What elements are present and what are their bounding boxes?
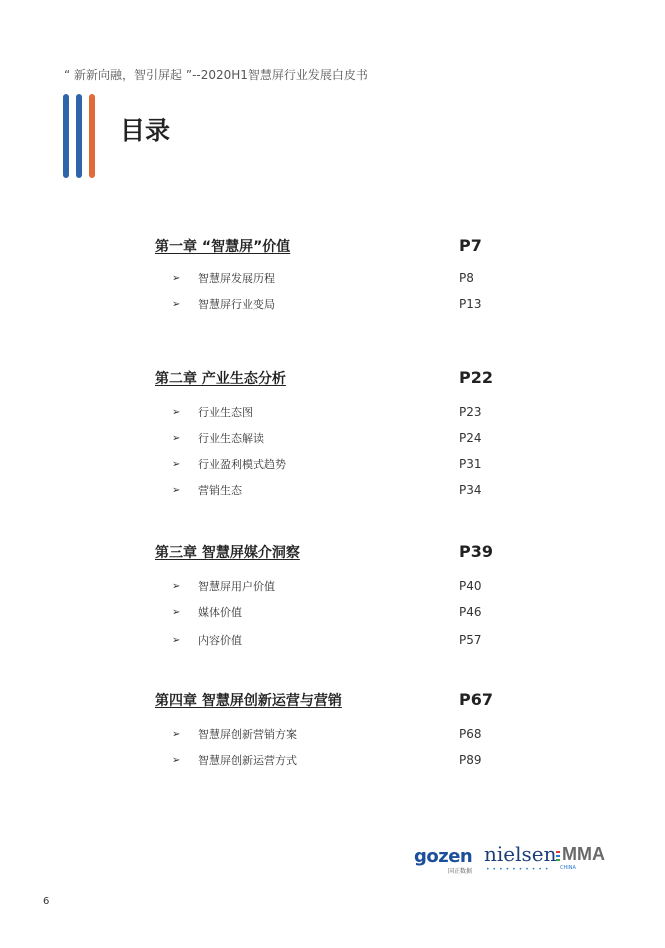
arrow-bullet-icon: ➢ (172, 432, 181, 444)
toc-item[interactable] (155, 630, 495, 650)
toc-item-label: 行业生态图 (198, 406, 253, 419)
toc-item[interactable] (155, 480, 495, 500)
chapter-title[interactable]: 第三章 智慧屏媒介洞察 (155, 545, 300, 561)
chapter-1 (155, 236, 495, 311)
toc-item-page: P89 (459, 753, 482, 767)
chapter-title[interactable]: 第一章 “智慧屏”价值 (155, 239, 291, 255)
gozen-logo: gozen (414, 846, 473, 867)
nielsen-dots-decoration: •••••••••• (486, 866, 552, 873)
arrow-bullet-icon: ➢ (172, 298, 181, 310)
header-text: “ 新新向融，智引屏起 ”--2020H1智慧屏行业发展白皮书 (64, 68, 368, 82)
toc-item-page: P40 (459, 579, 482, 593)
toc-item-label: 智慧屏用户价值 (198, 580, 275, 593)
toc-item-label: 智慧屏发展历程 (198, 272, 275, 285)
mma-bars-icon (556, 851, 560, 863)
arrow-bullet-icon: ➢ (172, 728, 181, 740)
toc-item-page: P34 (459, 483, 482, 497)
arrow-bullet-icon: ➢ (172, 634, 181, 646)
toc-item-page: P23 (459, 405, 482, 419)
toc-item-label: 内容价值 (198, 634, 242, 647)
gozen-logo-subtitle: 国正数据 (448, 868, 473, 875)
page-number: 6 (43, 896, 50, 907)
toc-item-label: 营销生态 (198, 484, 242, 497)
arrow-bullet-icon: ➢ (172, 606, 181, 618)
arrow-bullet-icon: ➢ (172, 580, 181, 592)
toc-item[interactable] (155, 268, 495, 288)
toc-item-label: 行业生态解读 (198, 432, 264, 445)
arrow-bullet-icon: ➢ (172, 458, 181, 470)
decor-bar-2 (76, 94, 82, 178)
toc-item-page: P24 (459, 431, 482, 445)
arrow-bullet-icon: ➢ (172, 484, 181, 496)
chapter-page: P7 (459, 236, 482, 255)
toc-item-page: P57 (459, 633, 482, 647)
decor-bar-3 (89, 94, 95, 178)
toc-item-label: 行业盈利模式趋势 (198, 458, 286, 471)
page-title: 目录 (120, 116, 171, 145)
arrow-bullet-icon: ➢ (172, 754, 181, 766)
toc-item-page: P8 (459, 271, 474, 285)
chapter-2 (155, 368, 495, 497)
toc-item[interactable] (155, 428, 495, 448)
arrow-bullet-icon: ➢ (172, 406, 181, 418)
toc-item[interactable] (155, 294, 495, 314)
toc-item[interactable] (155, 750, 495, 770)
toc-item[interactable] (155, 724, 495, 744)
toc-item[interactable] (155, 454, 495, 474)
toc-item-label: 智慧屏创新运营方式 (198, 754, 297, 767)
toc-item-label: 媒体价值 (198, 606, 242, 619)
toc-item-page: P13 (459, 297, 482, 311)
toc-item-label: 智慧屏创新营销方案 (198, 728, 297, 741)
chapter-title[interactable]: 第四章 智慧屏创新运营与营销 (155, 693, 342, 709)
toc-item[interactable] (155, 402, 495, 422)
toc-item-label: 智慧屏行业变局 (198, 298, 275, 311)
nielsen-logo: nielsen (484, 842, 557, 866)
toc-item[interactable] (155, 576, 495, 596)
toc-item[interactable] (155, 602, 495, 622)
toc-item-page: P68 (459, 727, 482, 741)
chapter-page: P22 (459, 368, 493, 387)
toc-item-page: P46 (459, 605, 482, 619)
chapter-page: P67 (459, 690, 493, 709)
chapter-4 (155, 690, 495, 767)
mma-logo: MMA (562, 844, 605, 864)
arrow-bullet-icon: ➢ (172, 272, 181, 284)
chapter-3 (155, 542, 495, 647)
decor-bar-1 (63, 94, 69, 178)
chapter-title[interactable]: 第二章 产业生态分析 (155, 371, 286, 387)
mma-logo-subtitle: CHINA (560, 865, 576, 871)
partner-logos (414, 842, 624, 875)
chapter-page: P39 (459, 542, 493, 561)
toc-item-page: P31 (459, 457, 482, 471)
